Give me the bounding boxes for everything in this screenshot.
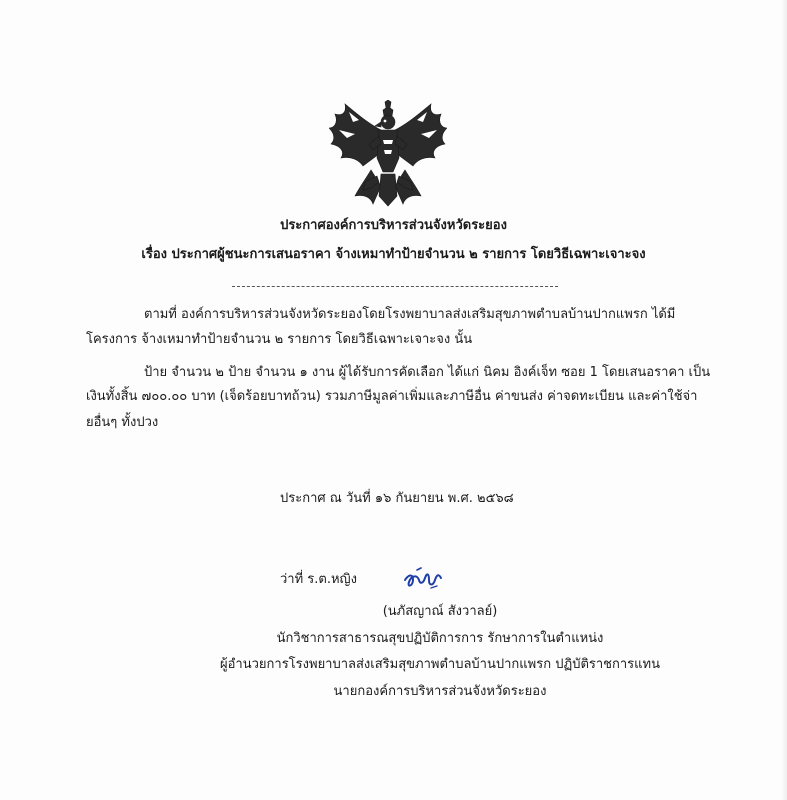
signer-position-1: นักวิชาการสาธารณสุขปฏิบัติการการ รักษาการในตำแหน่ง	[276, 631, 604, 646]
divider-line	[232, 286, 558, 287]
signer-position-2: ผู้อำนวยการโรงพยาบาลส่งเสริมสุขภาพตำบลบ้านปากแพรก ปฏิบัติราชการแทน	[220, 657, 660, 672]
para2-line1: ป้าย จำนวน ๒ ป้าย จำนวน ๑ งาน ผู้ได้รับการคัดเลือก ได้แก่ นิคม อิงค์เจ็ท ซอย 1 โดยเสนอราคา เป็น	[144, 365, 711, 380]
handwritten-signature	[401, 566, 445, 592]
subject-line: เรื่อง ประกาศผู้ชนะการเสนอราคา จ้างเหมาทำป้ายจำนวน ๒ รายการ โดยวิธีเฉพาะเจาะจง	[141, 247, 646, 262]
signer-rank: ว่าที่ ร.ต.หญิง	[280, 572, 357, 587]
signer-position-3: นายกองค์การบริหารส่วนจังหวัดระยอง	[333, 684, 547, 699]
para2-line3: ยอื่นๆ ทั้งปวง	[86, 415, 159, 430]
signer-name: (นภัสญาณ์ สังวาลย์)	[382, 604, 498, 619]
org-title: ประกาศองค์การบริหารส่วนจังหวัดระยอง	[280, 218, 507, 233]
garuda-emblem-icon	[329, 100, 447, 210]
para1-line2: โครงการ จ้างเหมาทำป้ายจำนวน ๒ รายการ โดยวิธีเฉพาะเจาะจง นั้น	[86, 332, 473, 347]
announce-date: ประกาศ ณ วันที่ ๑๖ กันยายน พ.ศ. ๒๕๖๘	[280, 491, 514, 506]
para1-line1: ตามที่ องค์การบริหารส่วนจังหวัดระยองโดยโรงพยาบาลส่งเสริมสุขภาพตำบลบ้านปากแพรก ได้มี	[144, 307, 676, 322]
para2-line2: เงินทั้งสิ้น ๗๐๐.๐๐ บาท (เจ็ดร้อยบาทถ้วน) รวมภาษีมูลค่าเพิ่มและภาษีอื่น ค่าขนส่ง ค่าจดทะเบียน และค่าใช้จ่า	[86, 389, 698, 404]
page-edge-shadow	[781, 0, 787, 800]
